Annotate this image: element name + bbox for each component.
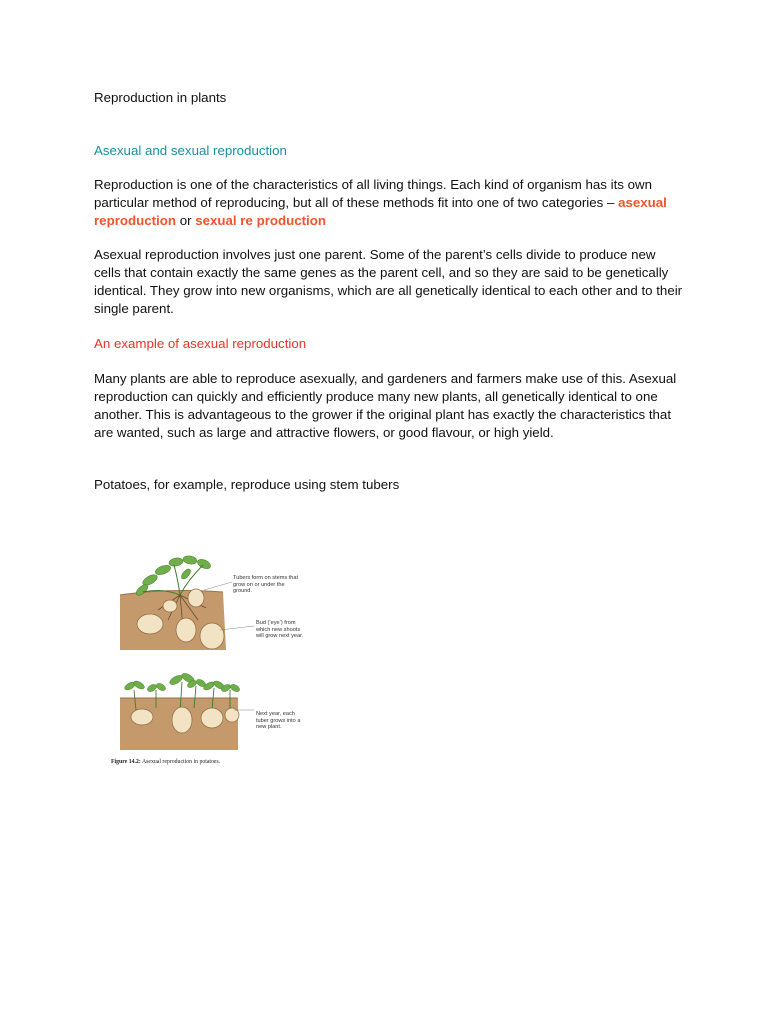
document-title: Reproduction in plants [94, 90, 227, 105]
figure-caption-text: Asexual reproduction in potatoes. [140, 759, 221, 765]
figure-caption-number: Figure 14.2: [111, 759, 141, 765]
section-heading-example: An example of asexual reproduction [94, 336, 307, 351]
figure-label-next-year: Next year, each tuber grows into a new plant. [256, 711, 301, 730]
figure-label-bud: Bud (‘eye’) from which new shoots will grow next year. [256, 620, 304, 639]
paragraph-asexual-definition: Asexual reproduction involves just one parent. Some of the parent’s cells divide to produce new cells that contain exactly the same genes as the parent cell, and so they are said to be genetically identical. They grow into new organisms, which are all genetically identical to each other and to their single parent. [94, 247, 683, 316]
paragraph-intro [94, 176, 684, 230]
potato-figure [108, 550, 304, 770]
figure-label-tubers: Tubers form on stems that grow on or under the ground. [233, 575, 299, 594]
paragraph-potatoes: Potatoes, for example, reproduce using stem tubers [94, 477, 400, 492]
term-asexual-reproduction: asexual reproduction [94, 195, 667, 228]
paragraph-plants-asexual: Many plants are able to reproduce asexually, and gardeners and farmers make use of this. Asexual reproduction can quickly and efficiently produce many new plants, all genetically identical to one another. This is advantageous to the grower if the original plant has exactly the characteristics that are wanted, such as large and attractive flowers, or good flavour, or high yield. [94, 371, 677, 440]
figure-caption [111, 759, 220, 765]
paragraph-intro-text: Reproduction is one of the characteristics of all living things. Each kind of organism has its own particular method of reproducing, but all of these methods fit into one of two categories – [94, 177, 653, 210]
section-heading-asexual-sexual: Asexual and sexual reproduction [94, 143, 287, 158]
paragraph-intro-or: or [176, 213, 196, 228]
term-sexual-reproduction: sexual re production [195, 213, 326, 228]
